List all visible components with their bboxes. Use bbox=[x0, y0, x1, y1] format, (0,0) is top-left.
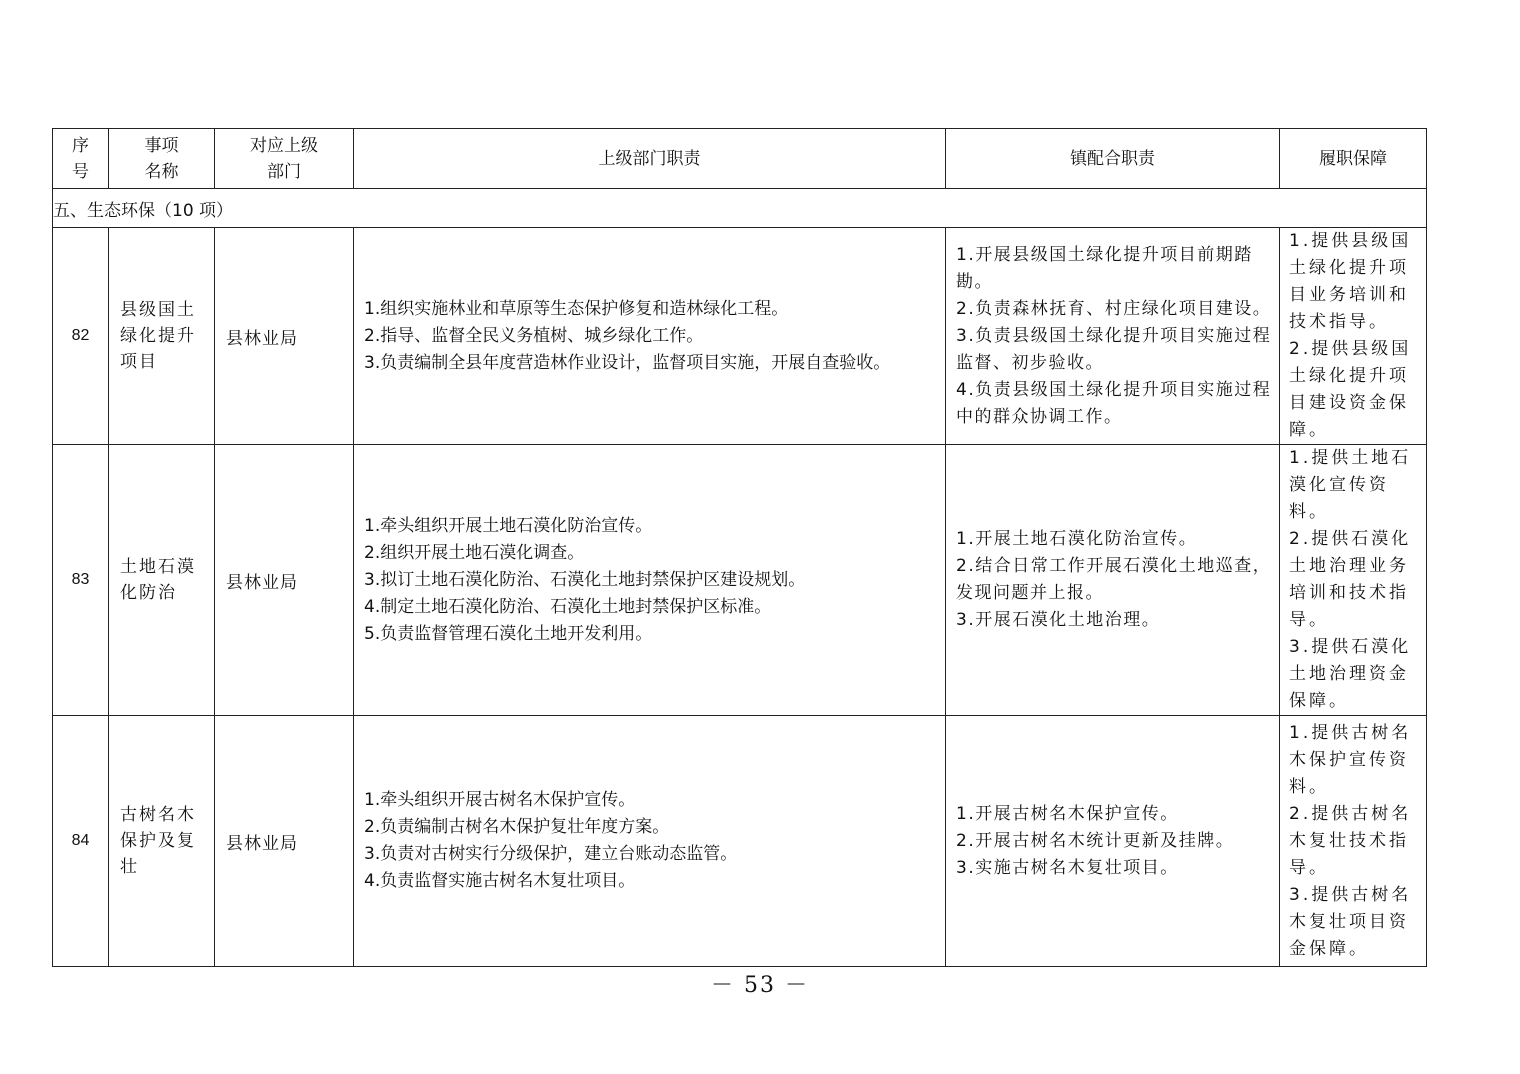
duty-line: 2.组织开展土地石漠化调查。 bbox=[364, 542, 585, 563]
duty-line: 1.开展县级国土绿化提升项目前期踏勘。 bbox=[956, 244, 1253, 292]
guarantee-line: 1.提供土地石漠化宣传资料。 bbox=[1289, 448, 1412, 522]
item-name: 土地石漠化防治 bbox=[109, 445, 215, 716]
header-guarantee: 履职保障 bbox=[1280, 129, 1427, 189]
duty-line: 1.开展古树名木保护宣传。 bbox=[956, 803, 1179, 824]
item-name: 古树名木保护及复壮 bbox=[109, 716, 215, 967]
guarantee-line: 2.提供县级国土绿化提升项目建设资金保障。 bbox=[1289, 339, 1412, 440]
header-town-duty: 镇配合职责 bbox=[946, 129, 1280, 189]
upper-duties bbox=[354, 716, 946, 967]
duties-table bbox=[52, 128, 1427, 967]
duty-line: 2.负责编制古树名木保护复壮年度方案。 bbox=[364, 817, 670, 837]
duty-line: 1.牵头组织开展土地石漠化防治宣传。 bbox=[364, 515, 653, 536]
header-seq: 序号 bbox=[53, 129, 109, 189]
duty-line: 3.负责县级国土绿化提升项目实施过程监督、初步验收。 bbox=[956, 325, 1272, 373]
duty-line: 3.实施古树名木复壮项目。 bbox=[956, 857, 1179, 878]
town-duties bbox=[946, 445, 1280, 716]
table-row bbox=[53, 228, 1427, 445]
section-row bbox=[53, 189, 1427, 228]
duty-line: 2.指导、监督全民义务植树、城乡绿化工作。 bbox=[364, 325, 704, 346]
guarantee bbox=[1280, 445, 1427, 716]
item-name: 县级国土绿化提升项目 bbox=[109, 228, 215, 445]
upper-dept: 县林业局 bbox=[215, 716, 354, 967]
header-upper-dept: 对应上级部门 bbox=[215, 129, 354, 189]
row-number: 83 bbox=[53, 445, 109, 716]
guarantee-line: 2.提供古树名木复壮技术指导。 bbox=[1289, 803, 1412, 878]
row-number: 84 bbox=[53, 716, 109, 967]
duty-line: 5.负责监督管理石漠化土地开发利用。 bbox=[364, 623, 653, 644]
header-upper-duty: 上级部门职责 bbox=[354, 129, 946, 189]
duty-line: 3.负责编制全县年度营造林作业设计，监督项目实施，开展自查验收。 bbox=[364, 352, 891, 373]
guarantee-line: 1.提供县级国土绿化提升项目业务培训和技术指导。 bbox=[1289, 231, 1412, 332]
duty-line: 4.制定土地石漠化防治、石漠化土地封禁保护区标准。 bbox=[364, 596, 772, 617]
upper-dept: 县林业局 bbox=[215, 445, 354, 716]
guarantee bbox=[1280, 228, 1427, 445]
duty-line: 3.负责对古树实行分级保护，建立台账动态监管。 bbox=[364, 844, 738, 864]
guarantee-line: 2.提供石漠化土地治理业务培训和技术指导。 bbox=[1289, 529, 1412, 630]
guarantee-line: 3.提供石漠化土地治理资金保障。 bbox=[1289, 637, 1412, 711]
duty-line: 4.负责县级国土绿化提升项目实施过程中的群众协调工作。 bbox=[956, 379, 1272, 427]
section-title: 五、生态环保（10 项） bbox=[53, 189, 1427, 228]
duty-line: 2.负责森林抚育、村庄绿化项目建设。 bbox=[956, 298, 1272, 319]
duty-line: 1.牵头组织开展古树名木保护宣传。 bbox=[364, 790, 636, 810]
guarantee-line: 1.提供古树名木保护宣传资料。 bbox=[1289, 722, 1412, 797]
upper-dept: 县林业局 bbox=[215, 228, 354, 445]
duty-line: 3.拟订土地石漠化防治、石漠化土地封禁保护区建设规划。 bbox=[364, 569, 806, 590]
table-row bbox=[53, 716, 1427, 967]
header-item-name: 事项名称 bbox=[109, 129, 215, 189]
town-duties bbox=[946, 228, 1280, 445]
guarantee bbox=[1280, 716, 1427, 967]
upper-duties bbox=[354, 445, 946, 716]
upper-duties bbox=[354, 228, 946, 445]
row-number: 82 bbox=[53, 228, 109, 445]
table-row bbox=[53, 445, 1427, 716]
table-header-row bbox=[53, 129, 1427, 189]
duty-line: 3.开展石漠化土地治理。 bbox=[956, 610, 1161, 630]
duty-line: 4.负责监督实施古树名木复壮项目。 bbox=[364, 871, 636, 891]
duty-line: 2.开展古树名木统计更新及挂牌。 bbox=[956, 830, 1235, 851]
page-number: － 53 － bbox=[711, 973, 809, 998]
duty-line: 2.结合日常工作开展石漠化土地巡查，发现问题并上报。 bbox=[956, 556, 1272, 603]
town-duties bbox=[946, 716, 1280, 967]
guarantee-line: 3.提供古树名木复壮项目资金保障。 bbox=[1289, 884, 1412, 959]
duty-line: 1.开展土地石漠化防治宣传。 bbox=[956, 529, 1198, 549]
duty-line: 1.组织实施林业和草原等生态保护修复和造林绿化工程。 bbox=[364, 298, 789, 319]
